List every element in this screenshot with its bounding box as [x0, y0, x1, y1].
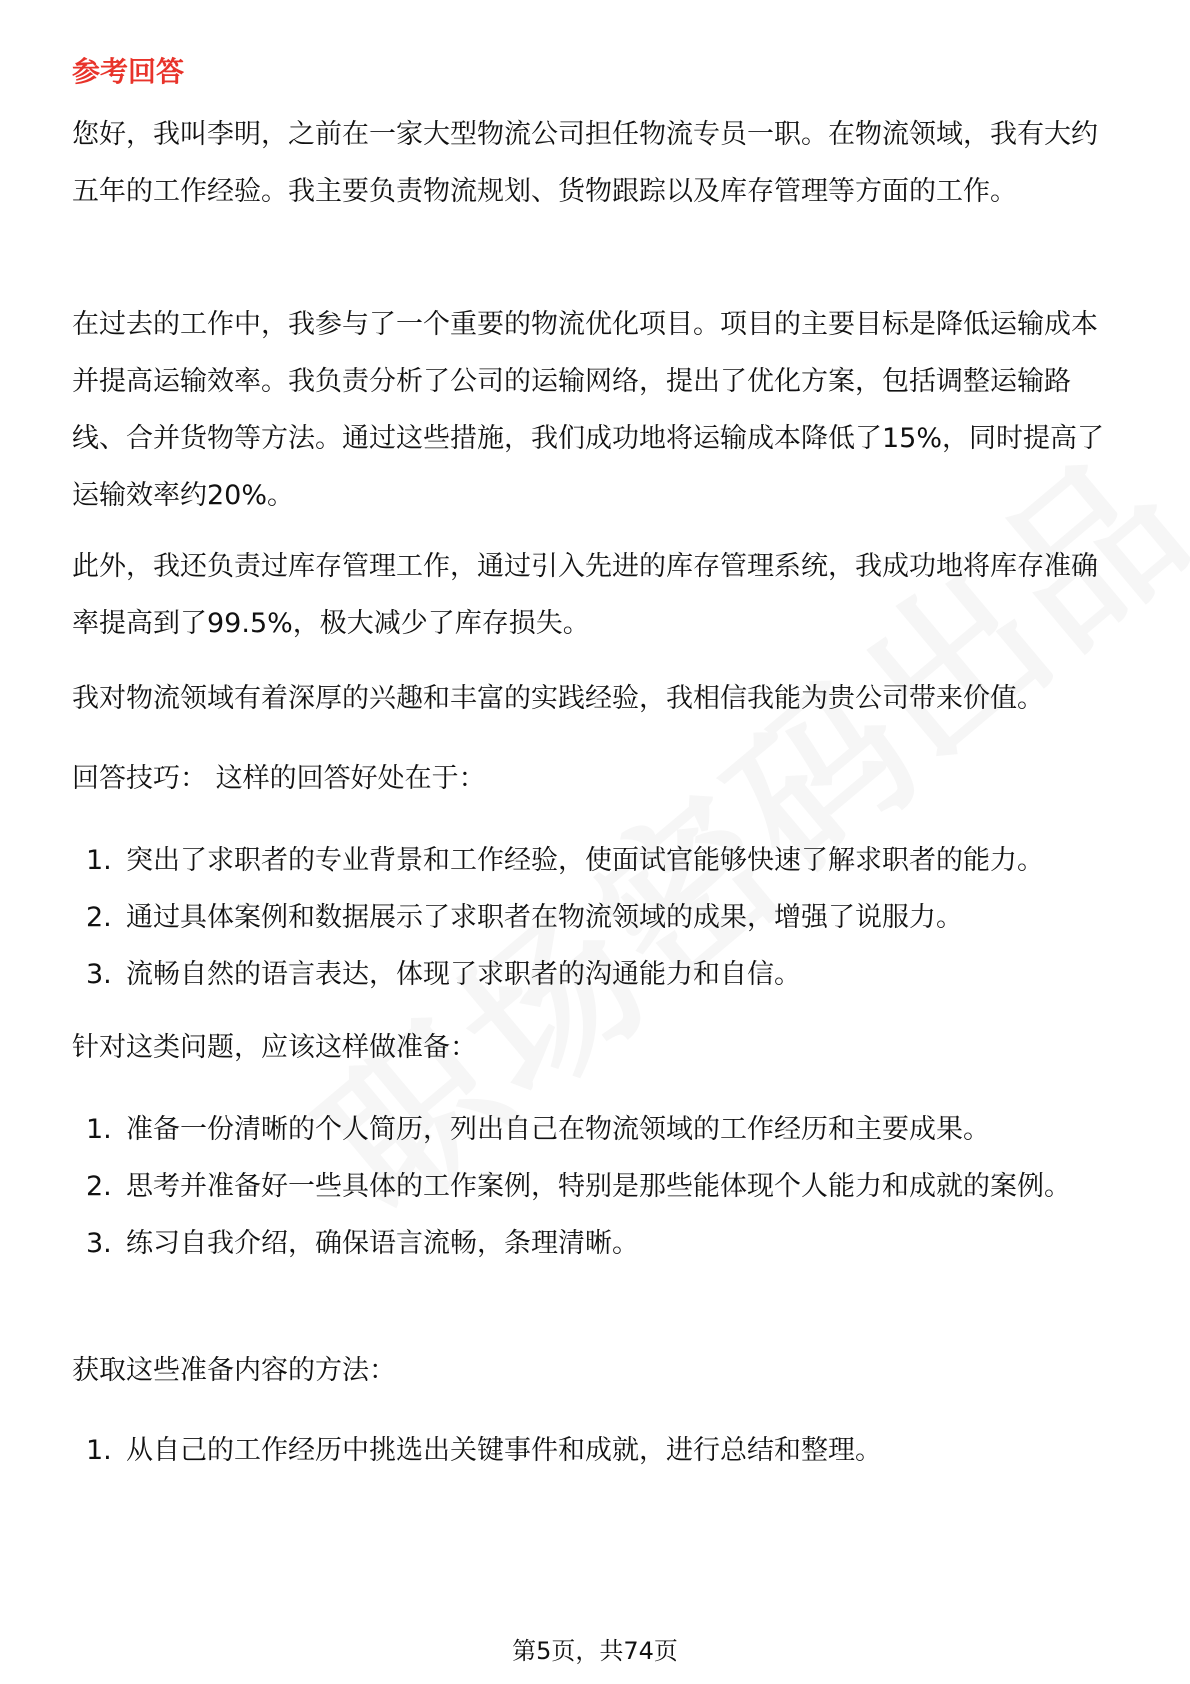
- answer-paragraph-4: 我对物流领域有着深厚的兴趣和丰富的实践经验，我相信我能为贵公司带来价值。: [72, 683, 1044, 714]
- list-number: 2.: [86, 902, 112, 933]
- list-item: [72, 1101, 1120, 1158]
- list-text: 通过具体案例和数据展示了求职者在物流领域的成果，增强了说服力。: [126, 902, 963, 933]
- list-number: 3.: [86, 959, 112, 990]
- list-item: [72, 832, 1120, 889]
- answer-paragraph-2: 在过去的工作中，我参与了一个重要的物流优化项目。项目的主要目标是降低运输成本并提高运输效率。我负责分析了公司的运输网络，提出了优化方案，包括调整运输路线、合并货物等方法。通过这些措施，我们成功地将运输成本降低了15%，同时提高了运输效率约20%。: [72, 309, 1105, 511]
- list-text: 突出了求职者的专业背景和工作经验，使面试官能够快速了解求职者的能力。: [126, 845, 1044, 876]
- answer-paragraph-3: 此外，我还负责过库存管理工作，通过引入先进的库存管理系统，我成功地将库存准确率提高到了99.5%，极大减少了库存损失。: [72, 551, 1098, 639]
- list-number: 3.: [86, 1228, 112, 1259]
- list-text: 流畅自然的语言表达，体现了求职者的沟通能力和自信。: [126, 959, 801, 990]
- list-item: [72, 1158, 1120, 1215]
- list-item: [72, 1422, 1120, 1479]
- section-heading: 参考回答: [72, 55, 185, 88]
- method-title: 获取这些准备内容的方法：: [72, 1355, 396, 1386]
- answer-paragraph-1: 您好，我叫李明，之前在一家大型物流公司担任物流专员一职。在物流领域，我有大约五年的工作经验。我主要负责物流规划、货物跟踪以及库存管理等方面的工作。: [72, 119, 1098, 207]
- list-number: 1.: [86, 1435, 112, 1466]
- list-item: [72, 946, 1120, 1003]
- list-text: 准备一份清晰的个人简历，列出自己在物流领域的工作经历和主要成果。: [126, 1114, 990, 1145]
- list-item: [72, 889, 1120, 946]
- list-number: 1.: [86, 1114, 112, 1145]
- method-list: [72, 1422, 1120, 1479]
- list-text: 从自己的工作经历中挑选出关键事件和成就，进行总结和整理。: [126, 1435, 882, 1466]
- list-text: 练习自我介绍，确保语言流畅，条理清晰。: [126, 1228, 639, 1259]
- prep-title: 针对这类问题，应该这样做准备：: [72, 1032, 477, 1063]
- list-text: 思考并准备好一些具体的工作案例，特别是那些能体现个人能力和成就的案例。: [126, 1171, 1071, 1202]
- list-number: 1.: [86, 845, 112, 876]
- list-item: [72, 1215, 1120, 1272]
- tips-list: [72, 832, 1120, 1003]
- tips-title: 回答技巧： 这样的回答好处在于：: [72, 763, 486, 794]
- prep-list: [72, 1101, 1120, 1272]
- list-number: 2.: [86, 1171, 112, 1202]
- page-footer: 第5页，共74页: [512, 1637, 678, 1665]
